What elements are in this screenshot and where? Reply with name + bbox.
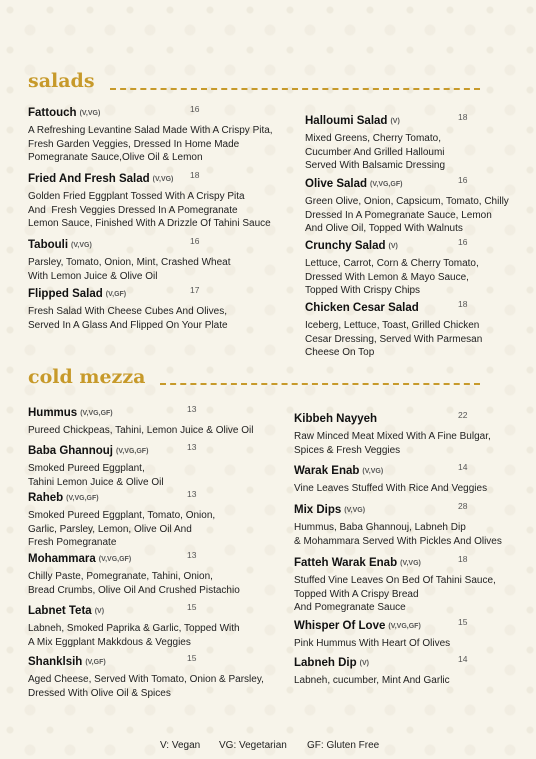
menu-item-name: Mix Dips xyxy=(294,504,342,516)
menu-item-name: Fattouch xyxy=(28,107,77,119)
description-line: Labneh, Smoked Paprika & Garlic, Topped With xyxy=(28,623,240,634)
menu-item-price: 14 xyxy=(458,654,468,664)
description-line: Dressed With Olive Oil & Spices xyxy=(28,687,171,699)
menu-item-description xyxy=(28,570,278,597)
section-divider xyxy=(160,383,480,385)
menu-item xyxy=(28,441,278,489)
menu-item xyxy=(28,284,278,332)
description-line: With Lemon Juice & Olive Oil xyxy=(28,270,158,282)
menu-item-tags: (V,VG) xyxy=(400,560,421,567)
description-line: Lettuce, Carrot, Corn & Cherry Tomato, xyxy=(305,258,479,269)
menu-item-description xyxy=(305,257,536,298)
menu-item xyxy=(305,111,536,173)
menu-item xyxy=(28,103,278,165)
menu-item xyxy=(28,169,278,231)
menu-item-description xyxy=(28,190,278,231)
legend-vegan: V: Vegan xyxy=(160,740,201,751)
menu-item-tags: (V,VG,GF) xyxy=(66,495,99,502)
description-line: Vine Leaves Stuffed With Rice And Veggies xyxy=(294,483,488,494)
menu-item xyxy=(305,298,536,360)
menu-item xyxy=(294,616,536,651)
menu-item-name: Shanklsih xyxy=(28,656,83,668)
description-line: A Mix Eggplant Makkdous & Veggies xyxy=(28,636,191,648)
description-line: A Refreshing Levantine Salad Made With A Crispy Pita, xyxy=(28,125,273,136)
description-line: And Olive Oil, Topped With Walnuts xyxy=(305,223,463,234)
menu-item xyxy=(294,461,536,496)
menu-item-tags: (V,GF) xyxy=(105,291,127,298)
menu-item-tags: (V,VG) xyxy=(362,468,384,475)
menu-item-name: Labnet Teta xyxy=(28,605,92,617)
menu-item xyxy=(294,653,536,688)
menu-item-tags: (V,VG,GF) xyxy=(115,448,149,455)
menu-item-description xyxy=(28,673,278,700)
description-line: Lemon Sauce, Finished With A Drizzle Of Tahini Sauce xyxy=(28,218,271,229)
section-title-cold-mezza: cold mezza xyxy=(28,366,146,388)
menu-item-price: 15 xyxy=(187,602,197,612)
section-divider xyxy=(110,88,480,90)
menu-item xyxy=(294,409,536,457)
description-line: & Mohammara Served With Pickles And Olives xyxy=(294,535,502,547)
description-line: And Fresh Veggies Dressed In A Pomegranate xyxy=(28,204,238,216)
description-line: Tahini Lemon Juice & Olive Oil xyxy=(28,476,164,488)
menu-item-tags: (V) xyxy=(388,243,398,250)
description-line: Hummus, Baba Ghannouj, Labneh Dip xyxy=(294,522,466,533)
menu-item-description xyxy=(294,637,536,651)
description-line: Raw Minced Meat Mixed With A Fine Bulgar, xyxy=(294,431,491,442)
menu-item-name: Whisper Of Love xyxy=(294,620,386,632)
menu-item-tags: (V) xyxy=(359,660,369,667)
section-title-salads: salads xyxy=(28,70,95,92)
description-line: Fresh Salad With Cheese Cubes And Olives, xyxy=(28,306,227,317)
menu-item-tags: (V) xyxy=(94,608,105,615)
menu-item-description xyxy=(294,674,536,688)
description-line: Mixed Greens, Cherry Tomato, xyxy=(305,133,441,144)
menu-item-tags: (V,GF) xyxy=(85,659,106,666)
menu-item-price: 18 xyxy=(190,170,200,180)
description-line: Pureed Chickpeas, Tahini, Lemon Juice & Olive Oil xyxy=(28,425,254,436)
menu-item-price: 16 xyxy=(190,236,200,246)
legend-vegetarian: VG: Vegetarian xyxy=(219,740,287,751)
menu-item xyxy=(28,601,278,649)
menu-item-name: Olive Salad xyxy=(305,178,368,190)
description-line: Parsley, Tomato, Onion, Mint, Crashed Wheat xyxy=(28,257,231,268)
description-line: Chilly Paste, Pomegranate, Tahini, Onion, xyxy=(28,571,213,582)
menu-item-price: 28 xyxy=(458,501,468,511)
description-line: Topped With Crispy Chips xyxy=(305,285,421,296)
menu-item-name: Mohammara xyxy=(28,553,96,565)
menu-item-name: Kibbeh Nayyeh xyxy=(294,413,378,425)
description-line: Pink Hummus With Heart Of Olives xyxy=(294,638,451,649)
menu-item-description xyxy=(28,256,278,283)
menu-item-description xyxy=(294,521,536,548)
menu-item-name: Chicken Cesar Salad xyxy=(305,302,419,314)
menu-item-name: Hummus xyxy=(28,407,78,419)
menu-item xyxy=(294,553,536,615)
menu-item-name: Raheb xyxy=(28,492,64,504)
menu-item-name: Labneh Dip xyxy=(294,657,357,669)
menu-item-description xyxy=(28,622,278,649)
menu-item-price: 14 xyxy=(458,462,468,472)
description-line: Stuffed Vine Leaves On Bed Of Tahini Sauce, xyxy=(294,575,496,586)
menu-item-description xyxy=(294,482,536,496)
menu-item-tags: (V,VG) xyxy=(344,507,366,514)
menu-item-description xyxy=(305,132,536,173)
description-line: Garlic, Parsley, Lemon, Olive Oil And xyxy=(28,523,192,535)
menu-item-price: 13 xyxy=(187,404,197,414)
menu-item xyxy=(28,549,278,597)
menu-item-name: Tabouli xyxy=(28,239,69,251)
menu-item-price: 13 xyxy=(187,550,197,560)
description-line: Spices & Fresh Veggies xyxy=(294,444,401,456)
description-line: Cheese On Top xyxy=(305,347,375,358)
menu-item-tags: (V,VG,GF) xyxy=(388,623,421,630)
menu-item-name: Fried And Fresh Salad xyxy=(28,173,150,185)
menu-item xyxy=(28,652,278,700)
description-line: Dressed In A Pomegranate Sauce, Lemon xyxy=(305,209,492,221)
description-line: Golden Fried Eggplant Tossed With A Crispy Pita xyxy=(28,191,245,202)
menu-item-description xyxy=(28,509,278,550)
description-line: Fresh Pomegranate xyxy=(28,537,117,548)
description-line: Topped With A Crispy Bread xyxy=(294,588,419,600)
menu-item-tags: (V,VG,GF) xyxy=(80,410,113,417)
menu-item-price: 16 xyxy=(190,104,200,114)
description-line: Pomegranate Sauce,Olive Oil & Lemon xyxy=(28,152,203,163)
menu-item-price: 17 xyxy=(190,285,200,295)
menu-item xyxy=(305,236,536,298)
description-line: Labneh, cucumber, Mint And Garlic xyxy=(294,675,450,686)
menu-item-tags: (V) xyxy=(390,118,400,125)
menu-item-price: 13 xyxy=(187,442,197,452)
menu-item-price: 22 xyxy=(458,410,468,420)
description-line: Iceberg, Lettuce, Toast, Grilled Chicken xyxy=(305,320,480,331)
description-line: And Pomegranate Sauce xyxy=(294,602,406,613)
menu-item-description xyxy=(294,574,536,615)
menu-item-name: Halloumi Salad xyxy=(305,115,388,127)
menu-item xyxy=(28,235,278,283)
menu-item xyxy=(294,500,536,548)
menu-item-name: Baba Ghannouj xyxy=(28,445,113,457)
description-line: Smoked Pureed Eggplant, xyxy=(28,463,145,474)
description-line: Green Olive, Onion, Capsicum, Tomato, Chilly xyxy=(305,196,509,207)
menu-item-price: 16 xyxy=(458,175,468,185)
description-line: Fresh Garden Veggies, Dressed In Home Made xyxy=(28,138,240,150)
menu-item-description xyxy=(28,305,278,332)
menu-item-tags: (V,VG) xyxy=(71,242,92,249)
description-line: Smoked Pureed Eggplant, Tomato, Onion, xyxy=(28,510,216,521)
menu-item-price: 15 xyxy=(458,617,468,627)
menu-item-description xyxy=(28,424,278,438)
menu-item-tags: (V,VG,GF) xyxy=(98,556,132,563)
menu-item-tags: (V,VG,GF) xyxy=(370,181,403,188)
menu-item-description xyxy=(28,462,278,489)
menu-item-tags: (V,VG) xyxy=(79,110,101,117)
menu-item-name: Fatteh Warak Enab xyxy=(294,557,398,569)
menu-item xyxy=(28,403,278,438)
description-line: Aged Cheese, Served With Tomato, Onion & Parsley, xyxy=(28,674,264,685)
menu-item-price: 15 xyxy=(187,653,197,663)
menu-item-price: 18 xyxy=(458,112,468,122)
menu-item-price: 16 xyxy=(458,237,468,247)
menu-item-tags: (V,VG) xyxy=(152,176,174,183)
menu-item-description xyxy=(305,319,536,360)
description-line: Served With Balsamic Dressing xyxy=(305,160,446,171)
menu-item xyxy=(305,174,536,236)
menu-item-price: 18 xyxy=(458,299,468,309)
legend-gluten-free: GF: Gluten Free xyxy=(307,740,380,751)
description-line: Cesar Dressing, Served With Parmesan xyxy=(305,333,483,345)
description-line: Cucumber And Grilled Halloumi xyxy=(305,146,445,158)
menu-item-price: 18 xyxy=(458,554,468,564)
menu-item xyxy=(28,488,278,550)
description-line: Dressed With Lemon & Mayo Sauce, xyxy=(305,271,469,283)
menu-item-description xyxy=(305,195,536,236)
menu-item-price: 13 xyxy=(187,489,197,499)
menu-item-name: Warak Enab xyxy=(294,465,360,477)
menu-item-description xyxy=(294,430,536,457)
menu-item-name: Crunchy Salad xyxy=(305,240,386,252)
description-line: Served In A Glass And Flipped On Your Plate xyxy=(28,319,228,331)
description-line: Bread Crumbs, Olive Oil And Crushed Pistachio xyxy=(28,584,240,596)
menu-item-description xyxy=(28,124,278,165)
menu-item-name: Flipped Salad xyxy=(28,288,103,300)
